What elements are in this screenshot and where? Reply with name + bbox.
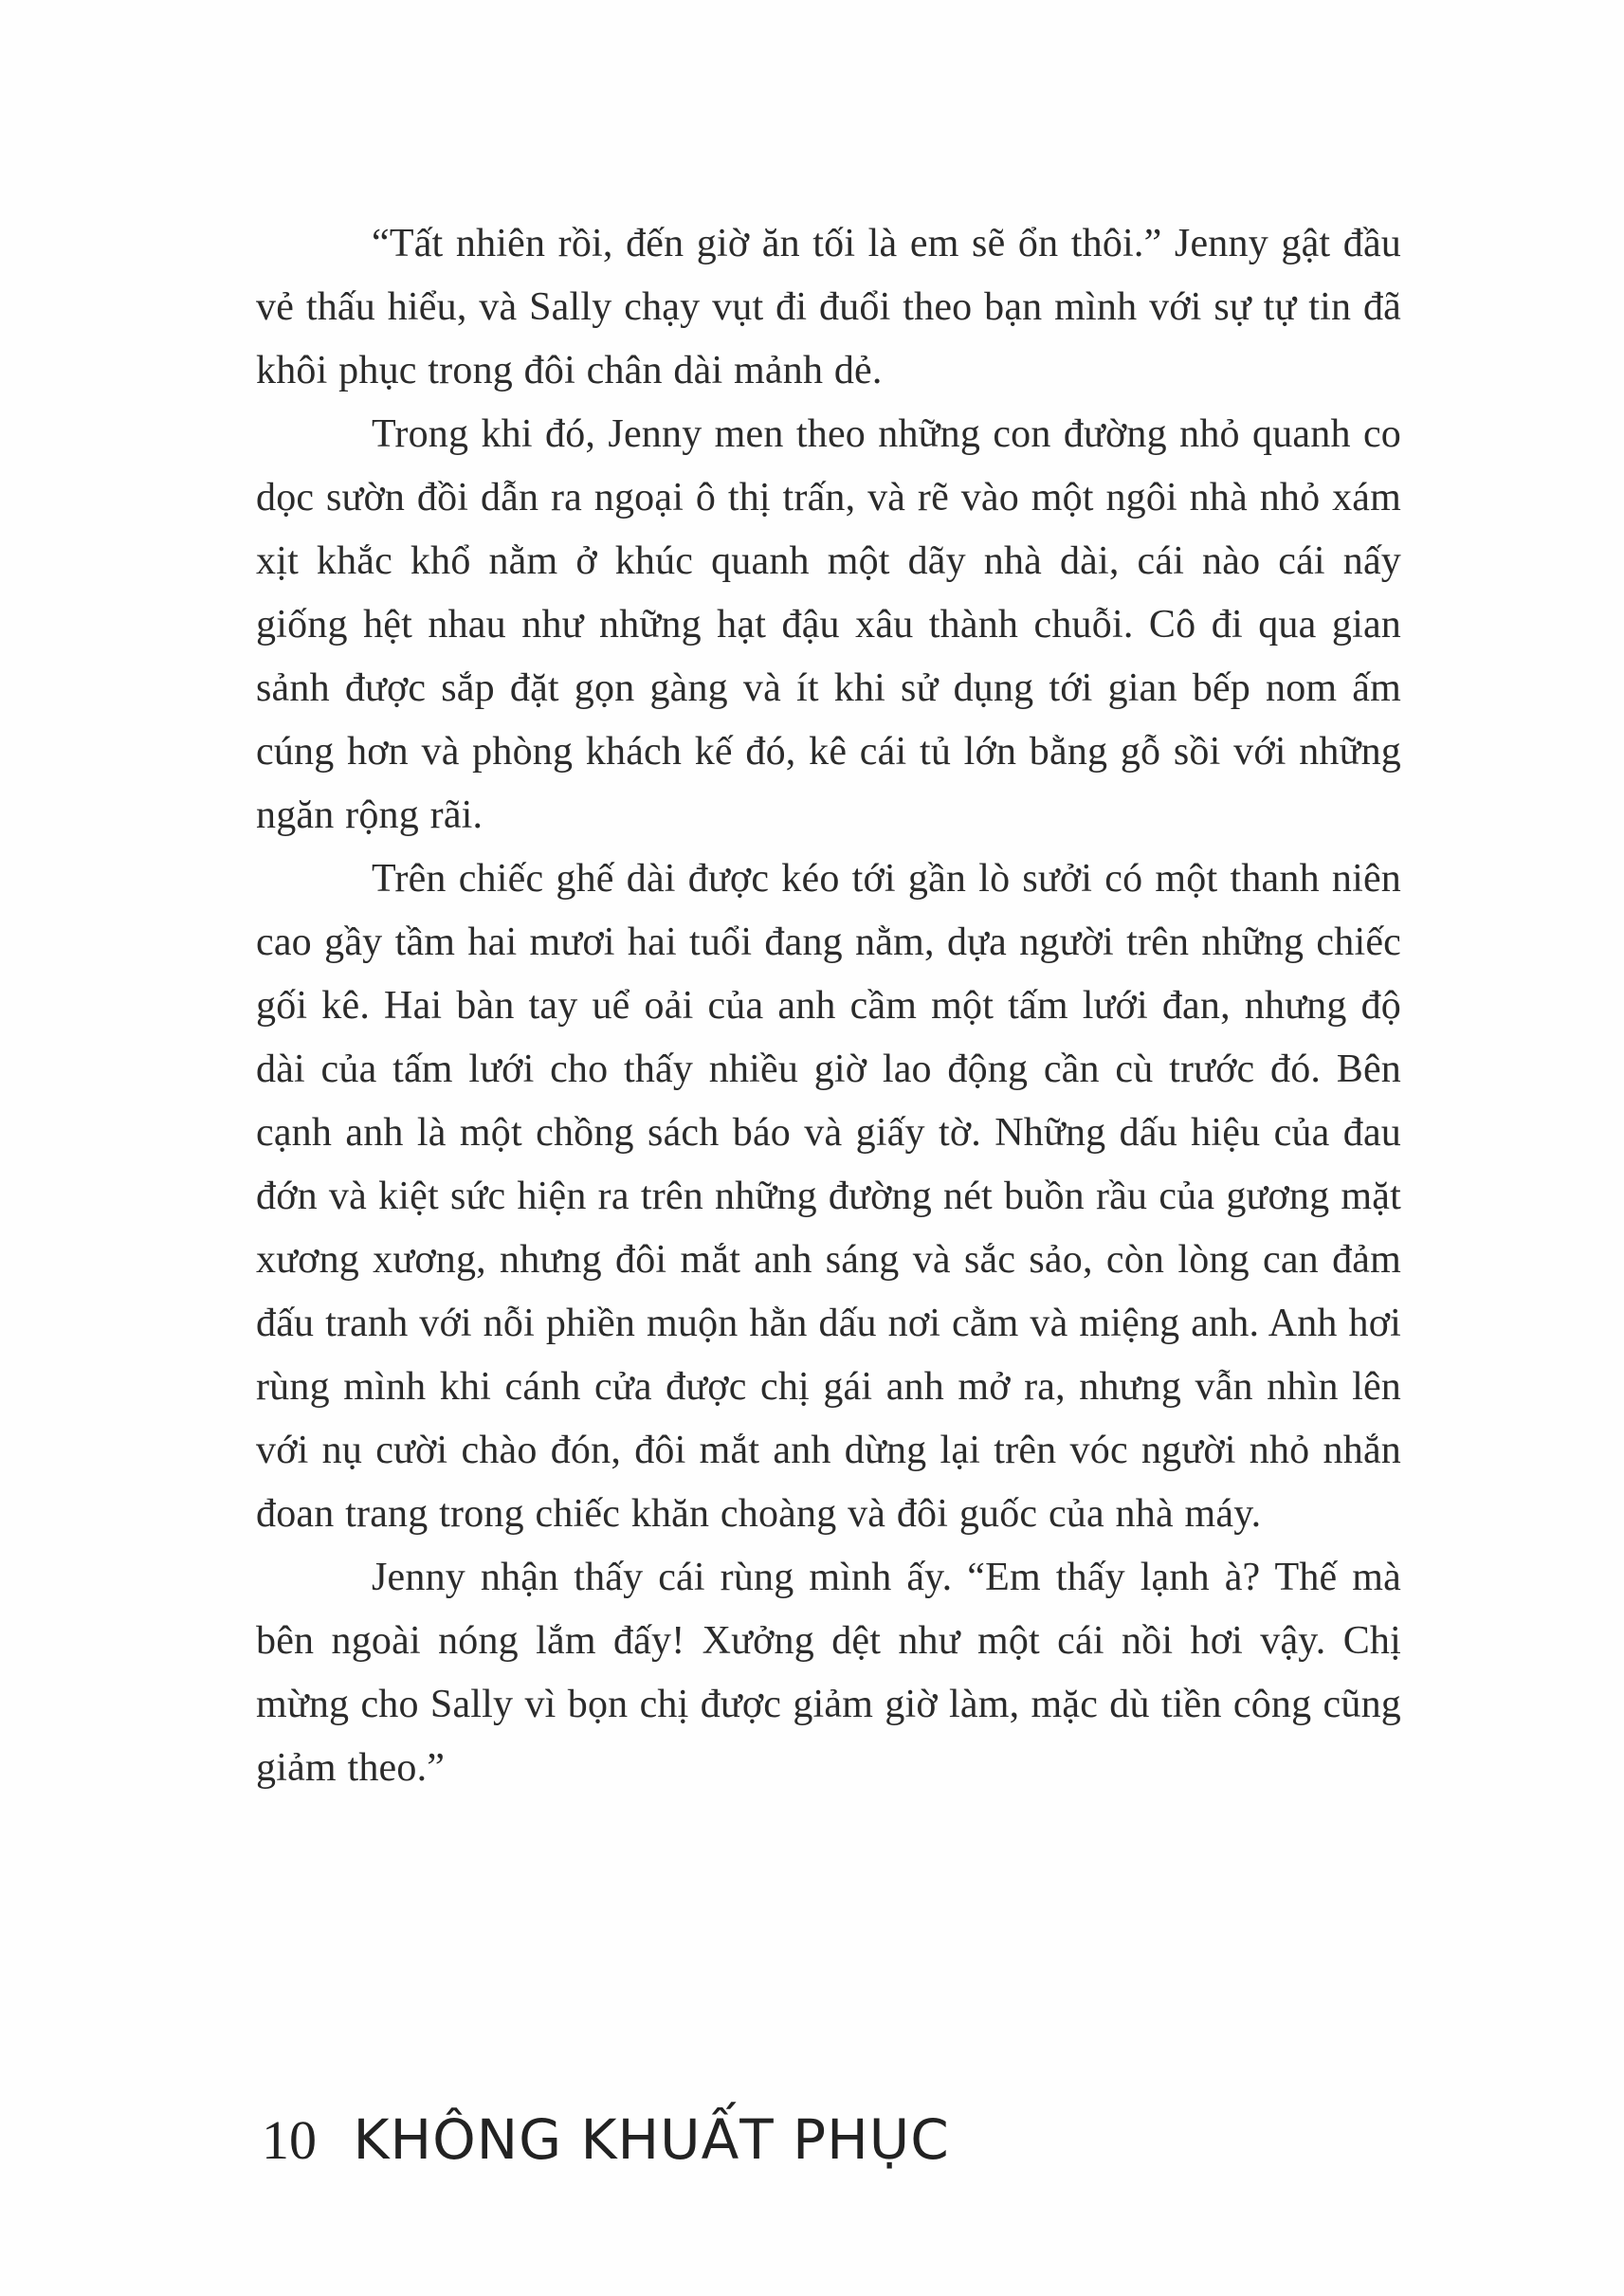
running-title: KHÔNG KHUẤT PHỤC: [353, 2107, 950, 2172]
page-number: 10: [262, 2109, 317, 2171]
paragraph: Trên chiếc ghế dài được kéo tới gần lò sưởi có một thanh niên cao gầy tầm hai mươi hai tuổi đang nằm, dựa người trên những chiếc gối kê. Hai bàn tay uể oải của anh cầm một tấm lưới đan, nhưng độ dài của tấm lưới cho thấy nhiều giờ lao động cần cù trước đó. Bên cạnh anh là một chồng sách báo và giấy tờ. Những dấu hiệu của đau đớn và kiệt sức hiện ra trên những đường nét buồn rầu của gương mặt xương xương, nhưng đôi mắt anh sáng và sắc sảo, còn lòng can đảm đấu tranh với nỗi phiền muộn hằn dấu nơi cằm và miệng anh. Anh hơi rùng mình khi cánh cửa được chị gái anh mở ra, nhưng vẫn nhìn lên với nụ cười chào đón, đôi mắt anh dừng lại trên vóc người nhỏ nhắn đoan trang trong chiếc khăn choàng và đôi guốc của nhà máy.: [256, 857, 1401, 1536]
paragraph: Jenny nhận thấy cái rùng mình ấy. “Em thấy lạnh à? Thế mà bên ngoài nóng lắm đấy! Xưởng dệt như một cái nồi hơi vậy. Chị mừng cho Sally vì bọn chị được giảm giờ làm, mặc dù tiền công cũng giảm theo.”: [256, 1556, 1401, 1790]
paragraph: Trong khi đó, Jenny men theo những con đường nhỏ quanh co dọc sườn đồi dẫn ra ngoại ô thị trấn, và rẽ vào một ngôi nhà nhỏ xám xịt khắc khổ nằm ở khúc quanh một dãy nhà dài, cái nào cái nấy giống hệt nhau như những hạt đậu xâu thành chuỗi. Cô đi qua gian sảnh được sắp đặt gọn gàng và ít khi sử dụng tới gian bếp nom ấm cúng hơn và phòng khách kế đó, kê cái tủ lớn bằng gỗ sồi với những ngăn rộng rãi.: [256, 412, 1401, 837]
body-text: [256, 212, 1401, 1800]
paragraph: “Tất nhiên rồi, đến giờ ăn tối là em sẽ ổn thôi.” Jenny gật đầu vẻ thấu hiểu, và Sally chạy vụt đi đuổi theo bạn mình với sự tự tin đã khôi phục trong đôi chân dài mảnh dẻ.: [256, 222, 1401, 392]
page-footer: [262, 2106, 950, 2174]
